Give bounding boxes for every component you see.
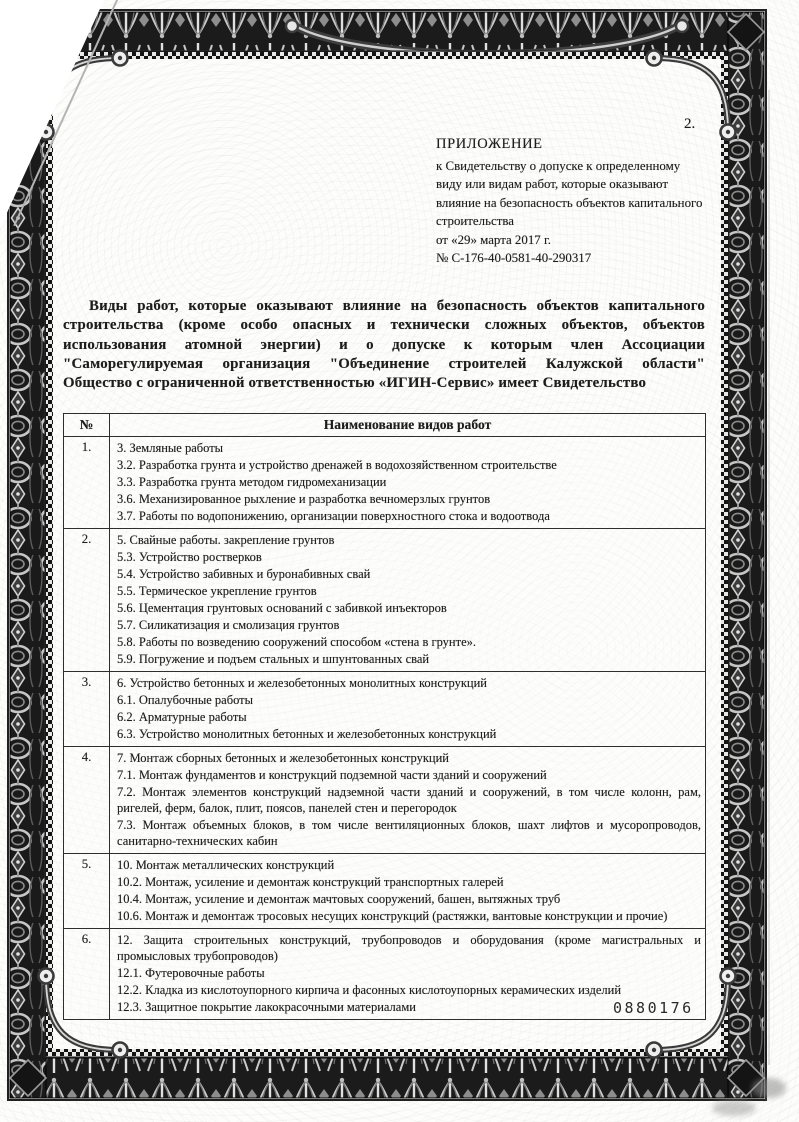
row-number: 1. xyxy=(64,437,110,529)
table-row xyxy=(64,437,706,529)
work-item: 3.7. Работы по водопонижению, организации поверхностного стока и водоотвода xyxy=(117,509,550,523)
serial-number: 0880176 xyxy=(613,999,694,1017)
row-number: 3. xyxy=(64,672,110,747)
appendix-line: виду или видам работ, которые оказывают xyxy=(436,177,668,192)
page-number: 2. xyxy=(684,116,696,132)
table-row xyxy=(64,929,706,1020)
work-item: 10. Монтаж металлических конструкций xyxy=(117,858,335,872)
table-row xyxy=(64,747,706,854)
work-item: 5.4. Устройство забивных и буронабивных свай xyxy=(117,567,371,581)
intro-line: Виды работ, которые оказывают влияние на безопасность объектов капитального xyxy=(89,298,705,314)
column-header-name: Наименование видов работ xyxy=(110,414,706,437)
table-header-row xyxy=(64,414,706,437)
appendix-line: к Свидетельству о допуске к определенному xyxy=(436,159,681,173)
intro-line: Общество с ограниченной ответственностью «ИГИН-Сервис» имеет Свидетельство xyxy=(63,375,647,392)
row-number: 2. xyxy=(64,529,110,672)
work-item: 12.3. Защитное покрытие лакокрасочными материалами xyxy=(117,1000,416,1014)
work-item: 5.8. Работы по возведению сооружений способом «стена в грунте». xyxy=(117,635,477,649)
work-item: 12.2. Кладка из кислотоупорного кирпича и фасонных кислотоупорных керамических изделий xyxy=(117,983,622,997)
work-item: 5.3. Устройство ростверков xyxy=(117,550,262,564)
work-item: 12.1. Футеровочные работы xyxy=(117,966,265,980)
work-item: 7.2. Монтаж элементов конструкций надземной части зданий и сооружений, в том числе колонн, рам, ригелей, ферм, балок, плит, поясов, панелей стен и перегородок xyxy=(117,785,701,815)
work-item: 3.6. Механизированное рыхление и разработка вечномерзлых грунтов xyxy=(117,492,491,506)
appendix-header xyxy=(436,136,721,267)
work-item: 7.1. Монтаж фундаментов и конструкций подземной части зданий и сооружений xyxy=(117,768,547,782)
work-item: 10.2. Монтаж, усиление и демонтаж конструкций транспортных галерей xyxy=(117,875,504,889)
row-number: 4. xyxy=(64,747,110,854)
table-row xyxy=(64,854,706,929)
work-item: 6.1. Опалубочные работы xyxy=(117,693,254,707)
row-works xyxy=(110,529,706,672)
intro-line: использования атомной энергии) и о допуске к которым член Ассоциации xyxy=(63,336,705,353)
row-works xyxy=(110,672,706,747)
row-works xyxy=(110,747,706,854)
works-table xyxy=(63,413,706,1020)
work-item: 5. Свайные работы. закрепление грунтов xyxy=(117,533,335,547)
appendix-line: влияние на безопасность объектов капитального xyxy=(436,195,703,210)
work-item: 10.4. Монтаж, усиление и демонтаж мачтовых сооружений, башен, вытяжных труб xyxy=(117,892,561,906)
certificate-date: от «29» марта 2017 г. xyxy=(436,232,551,247)
appendix-title: ПРИЛОЖЕНИЕ xyxy=(436,136,543,152)
work-item: 5.5. Термическое укрепление грунтов xyxy=(117,584,317,598)
work-item: 3.3. Разработка грунта методом гидромеханизации xyxy=(117,475,387,489)
intro-line: "Саморегулируемая организация "Объединение строителей Калужской области" xyxy=(63,355,705,372)
work-item: 6.3. Устройство монолитных бетонных и железобетонных конструкций xyxy=(117,727,497,741)
work-item: 3. Земляные работы xyxy=(117,441,224,455)
work-item: 5.7. Силикатизация и смолизация грунтов xyxy=(117,618,340,632)
certificate-number: № С-176-40-0581-40-290317 xyxy=(436,251,592,266)
works-table-wrapper xyxy=(63,413,706,1020)
work-item: 6.2. Арматурные работы xyxy=(117,710,247,724)
work-item: 6. Устройство бетонных и железобетонных монолитных конструкций xyxy=(117,676,487,690)
work-item: 12. Защита строительных конструкций, трубопроводов и оборудования (кроме магистральных и промысловых трубопроводов) xyxy=(117,933,701,963)
row-number: 5. xyxy=(64,854,110,929)
table-row xyxy=(64,529,706,672)
intro-line: строительства (кроме особо опасных и технически сложных объектов, объектов xyxy=(63,317,705,334)
table-row xyxy=(64,672,706,747)
work-item: 10.6. Монтаж и демонтаж тросовых несущих конструкций (растяжки, вантовые конструкции и прочие) xyxy=(117,909,668,923)
work-item: 7.3. Монтаж объемных блоков, в том числе вентиляционных блоков, шахт лифтов и мусоропроводов, санитарно-технических кабин xyxy=(117,818,701,848)
work-item: 5.9. Погружение и подъем стальных и шпунтованных свай xyxy=(117,652,430,666)
row-works xyxy=(110,437,706,529)
work-item: 3.2. Разработка грунта и устройство дренажей в водохозяйственном строительстве xyxy=(117,458,557,472)
row-number: 6. xyxy=(64,929,110,1020)
work-item: 5.6. Цементация грунтовых оснований с забивкой инъекторов xyxy=(117,601,447,615)
column-header-number: № xyxy=(64,414,110,437)
work-item: 7. Монтаж сборных бетонных и железобетонных конструкций xyxy=(117,751,449,765)
intro-paragraph xyxy=(63,297,705,393)
row-works xyxy=(110,854,706,929)
appendix-line: строительства xyxy=(436,214,514,229)
